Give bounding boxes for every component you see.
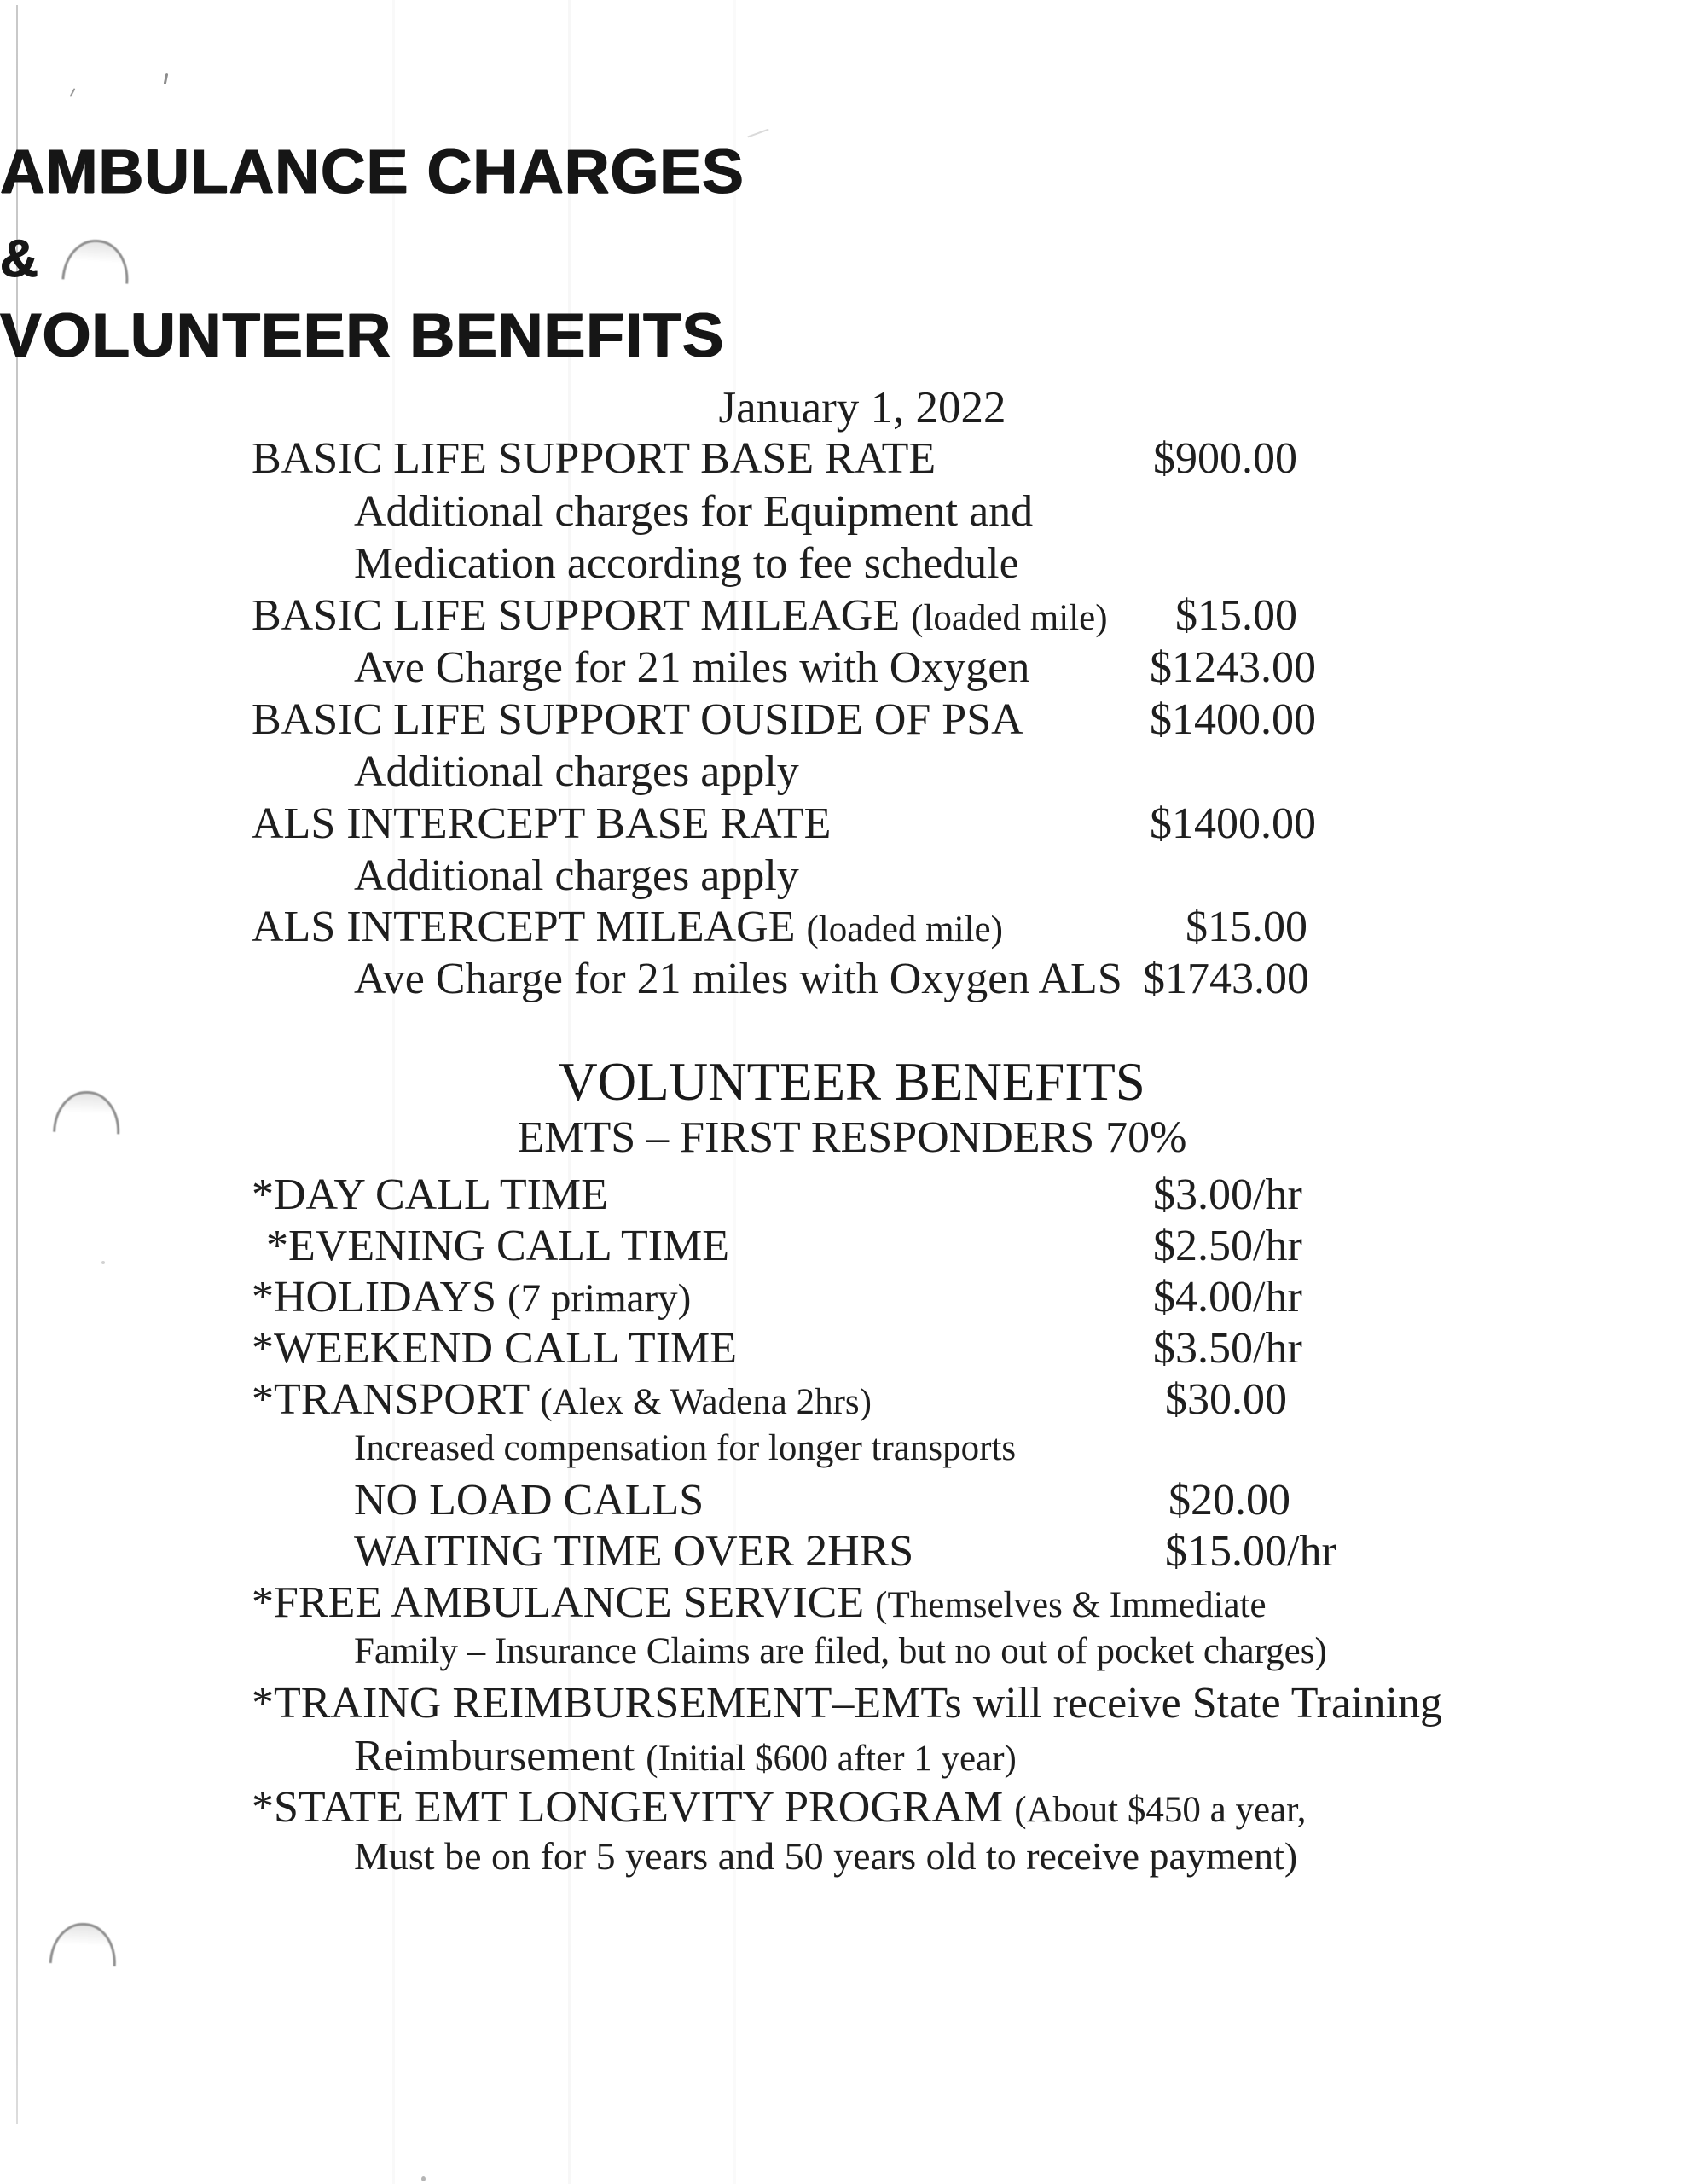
charge-note-text: Additional charges apply — [354, 851, 799, 900]
charge-price: $900.00 — [1153, 434, 1297, 483]
document-title-line2: VOLUNTEER BENEFITS — [0, 301, 725, 370]
benefit-note-text: Increased compensation for longer transports — [354, 1428, 1017, 1468]
charge-label — [252, 590, 1108, 641]
charge-note-text: Medication according to fee schedule — [354, 539, 1019, 588]
charge-label: BASIC LIFE SUPPORT OUSIDE OF PSA — [252, 695, 1023, 744]
charge-price: $1243.00 — [1150, 643, 1316, 692]
scan-speck — [164, 73, 169, 84]
benefit-note-text — [354, 1731, 1017, 1781]
benefit-label — [252, 1374, 872, 1425]
charge-label: ALS INTERCEPT BASE RATE — [252, 799, 832, 848]
charge-price: $1743.00 — [1143, 955, 1309, 1003]
charge-price: $15.00 — [1175, 591, 1297, 640]
charge-label — [252, 902, 1003, 952]
charge-label-paren: (loaded mile) — [911, 598, 1108, 638]
charge-price: $1400.00 — [1150, 799, 1316, 848]
benefit-label — [252, 1577, 1267, 1628]
benefit-label: *TRAING REIMBURSEMENT–EMTs will receive State Training — [252, 1679, 1442, 1728]
charge-label: Ave Charge for 21 miles with Oxygen — [354, 643, 1030, 692]
charge-note-text: Additional charges for Equipment and — [354, 487, 1034, 536]
scan-speck — [70, 88, 76, 97]
benefit-price: $3.00/hr — [1153, 1170, 1302, 1219]
benefit-note-text: Must be on for 5 years and 50 years old to receive payment) — [354, 1834, 1298, 1878]
benefit-price: $2.50/hr — [1153, 1222, 1302, 1270]
charge-price: $15.00 — [1186, 903, 1307, 951]
charge-label: BASIC LIFE SUPPORT BASE RATE — [252, 434, 936, 483]
benefit-label-paren: (Themselves & Immediate — [875, 1585, 1267, 1625]
charge-label-paren: (loaded mile) — [806, 909, 1003, 950]
charge-note-text: Additional charges apply — [354, 747, 799, 796]
effective-date: January 1, 2022 — [718, 383, 1006, 433]
punch-hole-bottom — [49, 1921, 118, 1966]
benefit-label — [252, 1272, 691, 1322]
benefit-label-text: *FREE AMBULANCE SERVICE — [252, 1578, 865, 1627]
benefits-subheading: EMTS – FIRST RESPONDERS 70% — [517, 1113, 1187, 1162]
document-title-line1: AMBULANCE CHARGES — [0, 137, 745, 206]
benefit-label-text: Reimbursement — [354, 1732, 635, 1780]
benefits-heading: VOLUNTEER BENEFITS — [559, 1052, 1145, 1112]
benefit-price: $20.00 — [1168, 1476, 1290, 1525]
benefit-label-paren: (Initial $600 after 1 year) — [646, 1739, 1017, 1779]
benefit-label-paren: (About $450 a year, — [1014, 1790, 1307, 1830]
benefit-note-text: Family – Insurance Claims are filed, but no out of pocket charges) — [354, 1631, 1327, 1671]
charge-label: Ave Charge for 21 miles with Oxygen ALS — [354, 955, 1122, 1003]
benefit-label: *EVENING CALL TIME — [266, 1222, 730, 1270]
benefit-label-paren: (7 primary) — [507, 1276, 692, 1321]
benefit-label — [252, 1782, 1306, 1833]
charge-price: $1400.00 — [1150, 695, 1316, 744]
benefit-price: $4.00/hr — [1153, 1273, 1302, 1321]
scan-speck — [101, 1261, 105, 1264]
benefit-label-text: *HOLIDAYS — [252, 1273, 496, 1321]
benefit-label-paren: (Alex & Wadena 2hrs) — [540, 1382, 872, 1422]
benefit-label-text: *STATE EMT LONGEVITY PROGRAM — [252, 1783, 1004, 1832]
benefit-price: $15.00/hr — [1165, 1527, 1336, 1576]
charge-label-text: ALS INTERCEPT MILEAGE — [252, 903, 796, 951]
title-ampersand: & — [0, 229, 39, 288]
benefit-label: NO LOAD CALLS — [354, 1476, 704, 1525]
benefit-label: *DAY CALL TIME — [252, 1170, 608, 1219]
benefit-label: WAITING TIME OVER 2HRS — [354, 1527, 914, 1576]
benefit-price: $3.50/hr — [1153, 1324, 1302, 1373]
benefit-label-text: *TRANSPORT — [252, 1375, 530, 1424]
scan-speck — [421, 2176, 426, 2181]
benefit-price: $30.00 — [1165, 1375, 1287, 1424]
charge-label-text: BASIC LIFE SUPPORT MILEAGE — [252, 591, 901, 640]
benefit-label: *WEEKEND CALL TIME — [252, 1324, 738, 1373]
